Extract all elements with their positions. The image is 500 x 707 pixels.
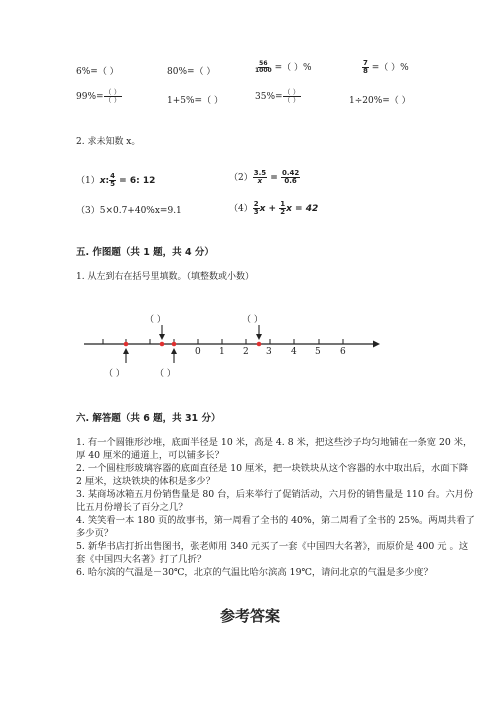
down-arrow-right xyxy=(256,325,262,340)
down-arrow-left xyxy=(159,325,165,340)
blank-top-left: （ ） xyxy=(145,315,166,325)
number-line-ticks xyxy=(103,339,343,344)
fill-item-6pct: 6%=（ ） xyxy=(76,67,119,77)
tick-label-1: 1 xyxy=(219,347,225,357)
equation-1: （1）x: $\frac{4}{5}$ = 6: 12 xyxy=(76,172,156,188)
section-6-title: 六. 解答题（共 6 题，共 31 分） xyxy=(76,413,221,424)
number-line-point-2 xyxy=(160,342,165,347)
tick-label-2: 2 xyxy=(243,347,249,357)
tick-label-3: 3 xyxy=(266,347,272,357)
fill-item-56-1000: $\frac{56}{1000}$ =（ ）% xyxy=(255,60,312,74)
blank-top-right: （ ） xyxy=(242,315,263,325)
section-5-title: 五. 作图题（共 1 题，共 4 分） xyxy=(76,247,214,258)
tick-label-4: 4 xyxy=(291,347,297,357)
section-5-question-1: 1. 从左到右在括号里填数。（填整数或小数） xyxy=(76,272,254,282)
number-line-point-1 xyxy=(124,342,129,347)
fill-item-1plus5pct: 1+5%=（ ） xyxy=(167,96,223,106)
problem-2: 2. 一个圆柱形玻璃容器的底面直径是 10 厘米，把一块铁块从这个容器的水中取出后，水面下降 2 厘米，这块铁块的体积是多少？ xyxy=(76,463,469,487)
fill-item-99pct: 99%= $\frac{( )}{( )}$ xyxy=(76,88,121,104)
answer-title: 参考答案 xyxy=(219,607,280,625)
number-line-arrow xyxy=(373,341,380,348)
problem-4: 4. 笑笑看一本 180 页的故事书，第一周看了全书的 40%，第二周看了全书的 25%。两周共看了多少页？ xyxy=(76,515,475,539)
number-line-point-4 xyxy=(257,342,262,347)
equation-3: （3）5×0.7+40%x=9.1 xyxy=(76,206,182,216)
fill-item-1div20pct: 1÷20%=（ ） xyxy=(349,96,411,106)
problem-1: 1. 有一个圆锥形沙堆，底面半径是 10 米，高是 4. 8 米，把这些沙子均匀地铺在一条宽 20 米，厚 40 厘米的通道上，可以铺多长？ xyxy=(76,437,473,461)
fill-item-7-8: $\frac{7}{8}$ =（ ）% xyxy=(363,59,409,75)
blank-bottom-left: （ ） xyxy=(104,369,125,379)
number-line-point-3 xyxy=(172,342,177,347)
problem-5: 5. 新华书店打折出售图书，张老师用 340 元买了一套《中国四大名著》，而原价是 400 元 。这套《中国四大名著》打了几折？ xyxy=(76,541,469,565)
up-arrow-right xyxy=(171,348,177,363)
tick-label-5: 5 xyxy=(315,347,321,357)
question-2-title: 2. 求未知数 x。 xyxy=(76,137,141,147)
tick-label-0: 0 xyxy=(195,347,201,357)
tick-label-6: 6 xyxy=(340,347,346,357)
up-arrow-left xyxy=(123,348,129,363)
problem-6: 6. 哈尔滨的气温是－30℃，北京的气温比哈尔滨高 19℃，请问北京的气温是多少度？ xyxy=(76,567,433,578)
problem-3: 3. 某商场冰箱五月份销售量是 80 台，后来举行了促销活动，六月份的销售量是 110 台。六月份比五月份增长了百分之几？ xyxy=(76,489,474,513)
blank-bottom-right: （ ） xyxy=(155,369,176,379)
equation-4: （4） $\frac{2}{3}$ x + $\frac{1}{2}$ x = 42 xyxy=(229,200,319,216)
fill-item-80pct: 80%=（ ） xyxy=(167,67,216,77)
fill-item-35pct: 35%= $\frac{( )}{( )}$ xyxy=(255,88,300,104)
equation-2: （2） $\frac{3.5}{x}$ = $\frac{0.42}{0.6}$ xyxy=(229,169,300,185)
